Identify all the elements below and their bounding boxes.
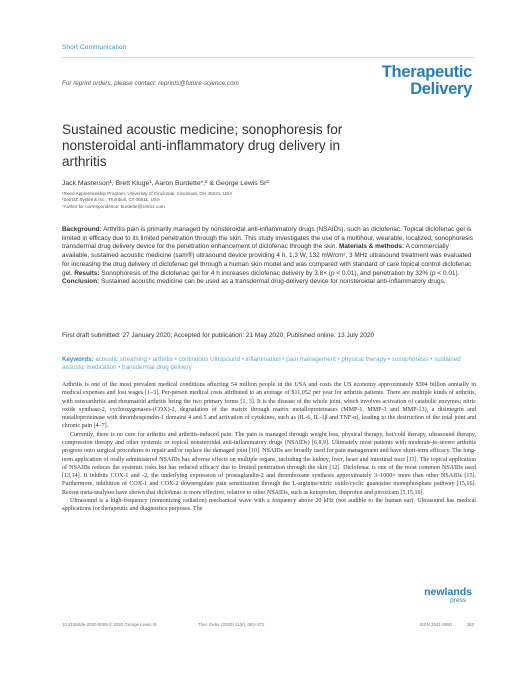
body-text [62, 381, 476, 514]
keywords [62, 356, 476, 373]
abstract-background: Arthritis pain is primarily managed by nonsteroidal anti-inflammatory drugs (NSAIDs), such as diclofenac. Topical diclofenac gel is limited in efficacy due to its limited penetration through the skin. This study investigates the use of a multihour, wearable, localized, sonophoresis transdermal drug delivery device for the penetration enhancement of diclofenac through the skin. [62, 226, 473, 251]
affiliation-2: ²ZetrOZ Systems Inc., Trumbull, CT 06611, USA [62, 197, 161, 203]
reprint-notice: For reprint orders, please contact: reprints@future-science.com [62, 80, 239, 87]
abstract-conclusion: Sustained acoustic medicine can be used as a transdermal drug-delivery device for nonsteroidal anti-inflammatory drugs. [101, 278, 446, 286]
publisher-logo [424, 587, 472, 604]
footer-issn: ISSN 2041-5990 [419, 622, 452, 627]
abstract-results-label: Results: [74, 269, 100, 277]
affiliation-1: ¹Reed Apprenticeship Program, University of Cincinnati, Cincinnati, OH 45221, USA [62, 191, 233, 196]
publication-dates: First draft submitted: 27 January 2020; Accepted for publication: 21 May 2020; Published online: 13 July 2020 [62, 332, 375, 339]
body-paragraph-3: Ultrasound is a high-frequency (nonionizing radiation) mechanical wave with a frequency above 20 kHz (not audible to the human ear). Ultrasound has medical applications for therapeutic and diagnostics purposes. The [62, 497, 476, 513]
body-paragraph-1: Arthritis is one of the most prevalent medical conditions affecting 54 million people in the USA and costs the US economy approximately $304 billion annually in medical expenses and lost wages [1–3]. Per-person medical costs attributed to an average of $11,052 per year for arthritis patients. There are multiple kinds of arthritis, with osteoarthritis and rheumatoid arthritis being the two primary forms [1, 3]. It is the disease of the whole joint, which involves activation of catabolic enzymes; nitric oxide synthase-2, cyclooxygenases-(COX)-2, degradation of the matrix through matrix metalloproteinases (MMP-1, MMP-3 and MMP-13), a disintegrin and metalloproteinase with thrombospondin-1 domains 4 and 5 and activation of cytokines, such as (IL-6, IL-1β and TNF-α), leading to the destruction of the total joint and chronic pain [4–7]. [62, 382, 476, 430]
header-divider [62, 57, 474, 58]
article-type-label: Short Communication [62, 44, 127, 51]
abstract-background-label: Background: [62, 226, 102, 233]
correspondence: *Author for correspondence: burdette@zetroz.com [62, 203, 165, 209]
article-title: Sustained acoustic medicine; sonophoresis for nonsteroidal anti-inflammatory drug delivery in arthritis [62, 122, 343, 169]
keywords-label: Keywords: [62, 356, 94, 363]
publisher-logo-line1: newlands [424, 586, 472, 598]
keywords-list: acoustic streaming • arthritis • continuous Ultrasound • inflammation • pain management • physical therapy • sonophoresis • sustained acoustic medication • transdermal drug delivery [62, 356, 461, 372]
journal-logo-line1: Therapeutic [381, 63, 472, 81]
abstract-methods-label: Materials & methods: [338, 243, 405, 251]
abstract [62, 226, 476, 287]
abstract-results: Sonophoresis of the diclofenac gel for 4 h increases diclofenac delivery by 3.8× (p < 0.01), and penetration by 32% (p < 0.01). [101, 269, 460, 277]
journal-logo [382, 64, 472, 98]
abstract-methods: A commercially available, sustained acoustic medicine (sam®) ultrasound device providing 4 h, 1.3 W, 132 mW/cm², 3 MHz ultrasound treatment was evaluated for increasing the drug delivery of diclofenac gel through a human skin model and was compared with standard of care topical control diclofenac gel. [62, 243, 472, 277]
affiliations [62, 191, 232, 210]
abstract-conclusion-label: Conclusion: [62, 278, 100, 286]
author-list: Jack Masterson¹, Brett Kluge¹, Aaron Burdette*,² & George Lewis Sr² [62, 180, 269, 187]
journal-logo-line2: Delivery [410, 80, 472, 98]
page-number: 363 [466, 622, 474, 627]
footer-citation: Ther. Deliv. (2020) 11(6), 363–372 [198, 622, 265, 627]
body-paragraph-2: Currently, there is no cure for arthritis and arthritis-induced pain. The pain is managed through weight loss, physical therapy, hot/cold therapy, ultrasound therapy, compression therapy and other systemic or topical nonsteroidal anti-inflammatory drugs (NSAIDs) [6,8,9]. Ultimately most patients with moderate-to-severe arthritis progress onto surgical procedures to repair and/or replace the damaged joint [10]. NSAIDs are broadly used for pain management and have short-term efficacy. The long-term application of orally administered NSAIDs has adverse effects on multiple organs, including the kidney, liver, heart and intestinal tract [11]. The topical application of NSAIDs reduces the systemic risks but has reduced efficacy due to limited penetration through the skin [12]. Diclofenac is one of the most common NSAIDs used [13,14]. It inhibits COX-1 and -2, the underlying expression of prostaglandin-2 and thromboxane synthesis approximately 3–1000× more than other NSAIDs [15]. Furthermore, inhibition of COX-1 and COX-2 downregulate pain sensitization through the L-arginine/nitric oxide/cyclic guanosine monophosphate pathway [15,16]. Recent meta-analyses have shown that diclofenac is more effective, relative to other NSAIDs, such as ketoprofen, ibuprofen and piroxicam [5,15,16]. [62, 431, 476, 496]
publisher-logo-line2: press [450, 597, 466, 604]
footer-doi: 10.4155/tde-2020-0009 © 2020 George Lewis Sr [62, 622, 158, 627]
